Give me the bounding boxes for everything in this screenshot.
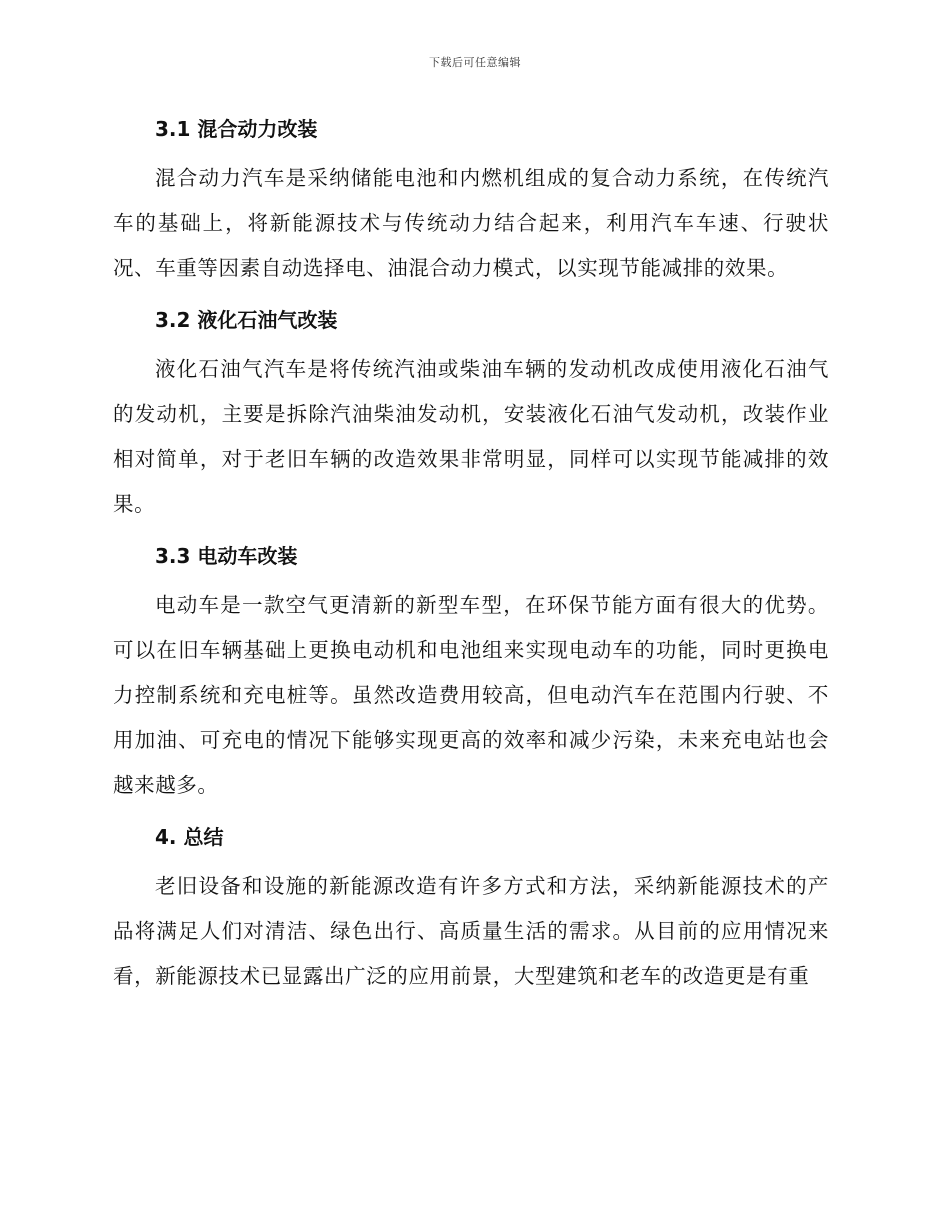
section-paragraph-hybrid: 混合动力汽车是采纳储能电池和内燃机组成的复合动力系统，在传统汽车的基础上，将新能源技术与传统动力结合起来，利用汽车车速、行驶状况、车重等因素自动选择电、油混合动力模式，以实现节能减排的效果。: [113, 166, 829, 280]
section-paragraph-lpg: 液化石油气汽车是将传统汽油或柴油车辆的发动机改成使用液化石油气的发动机，主要是拆除汽油柴油发动机，安装液化石油气发动机，改装作业相对简单，对于老旧车辆的改造效果非常明显，同样可以实现节能减排的效果。: [113, 357, 829, 516]
document-body: [113, 108, 829, 1007]
section-paragraph-summary: 老旧设备和设施的新能源改造有许多方式和方法，采纳新能源技术的产品将满足人们对清洁、绿色出行、高质量生活的需求。从目前的应用情况来看，新能源技术已显露出广泛的应用前景，大型建筑和老车的改造更是有重: [113, 874, 829, 988]
section-heading-lpg: 3.2 液化石油气改装: [155, 308, 338, 332]
section-heading-hybrid: 3.1 混合动力改装: [155, 117, 318, 141]
page-header-note: 下载后可任意编辑: [429, 56, 521, 69]
section-heading-summary: 4. 总结: [155, 825, 224, 849]
section-heading-electric: 3.3 电动车改装: [155, 544, 298, 568]
section-paragraph-electric: 电动车是一款空气更清新的新型车型，在环保节能方面有很大的优势。可以在旧车辆基础上更换电动机和电池组来实现电动车的功能，同时更换电力控制系统和充电桩等。虽然改造费用较高，但电动汽车在范围内行驶、不用加油、可充电的情况下能够实现更高的效率和减少污染，未来充电站也会越来越多。: [113, 593, 829, 797]
